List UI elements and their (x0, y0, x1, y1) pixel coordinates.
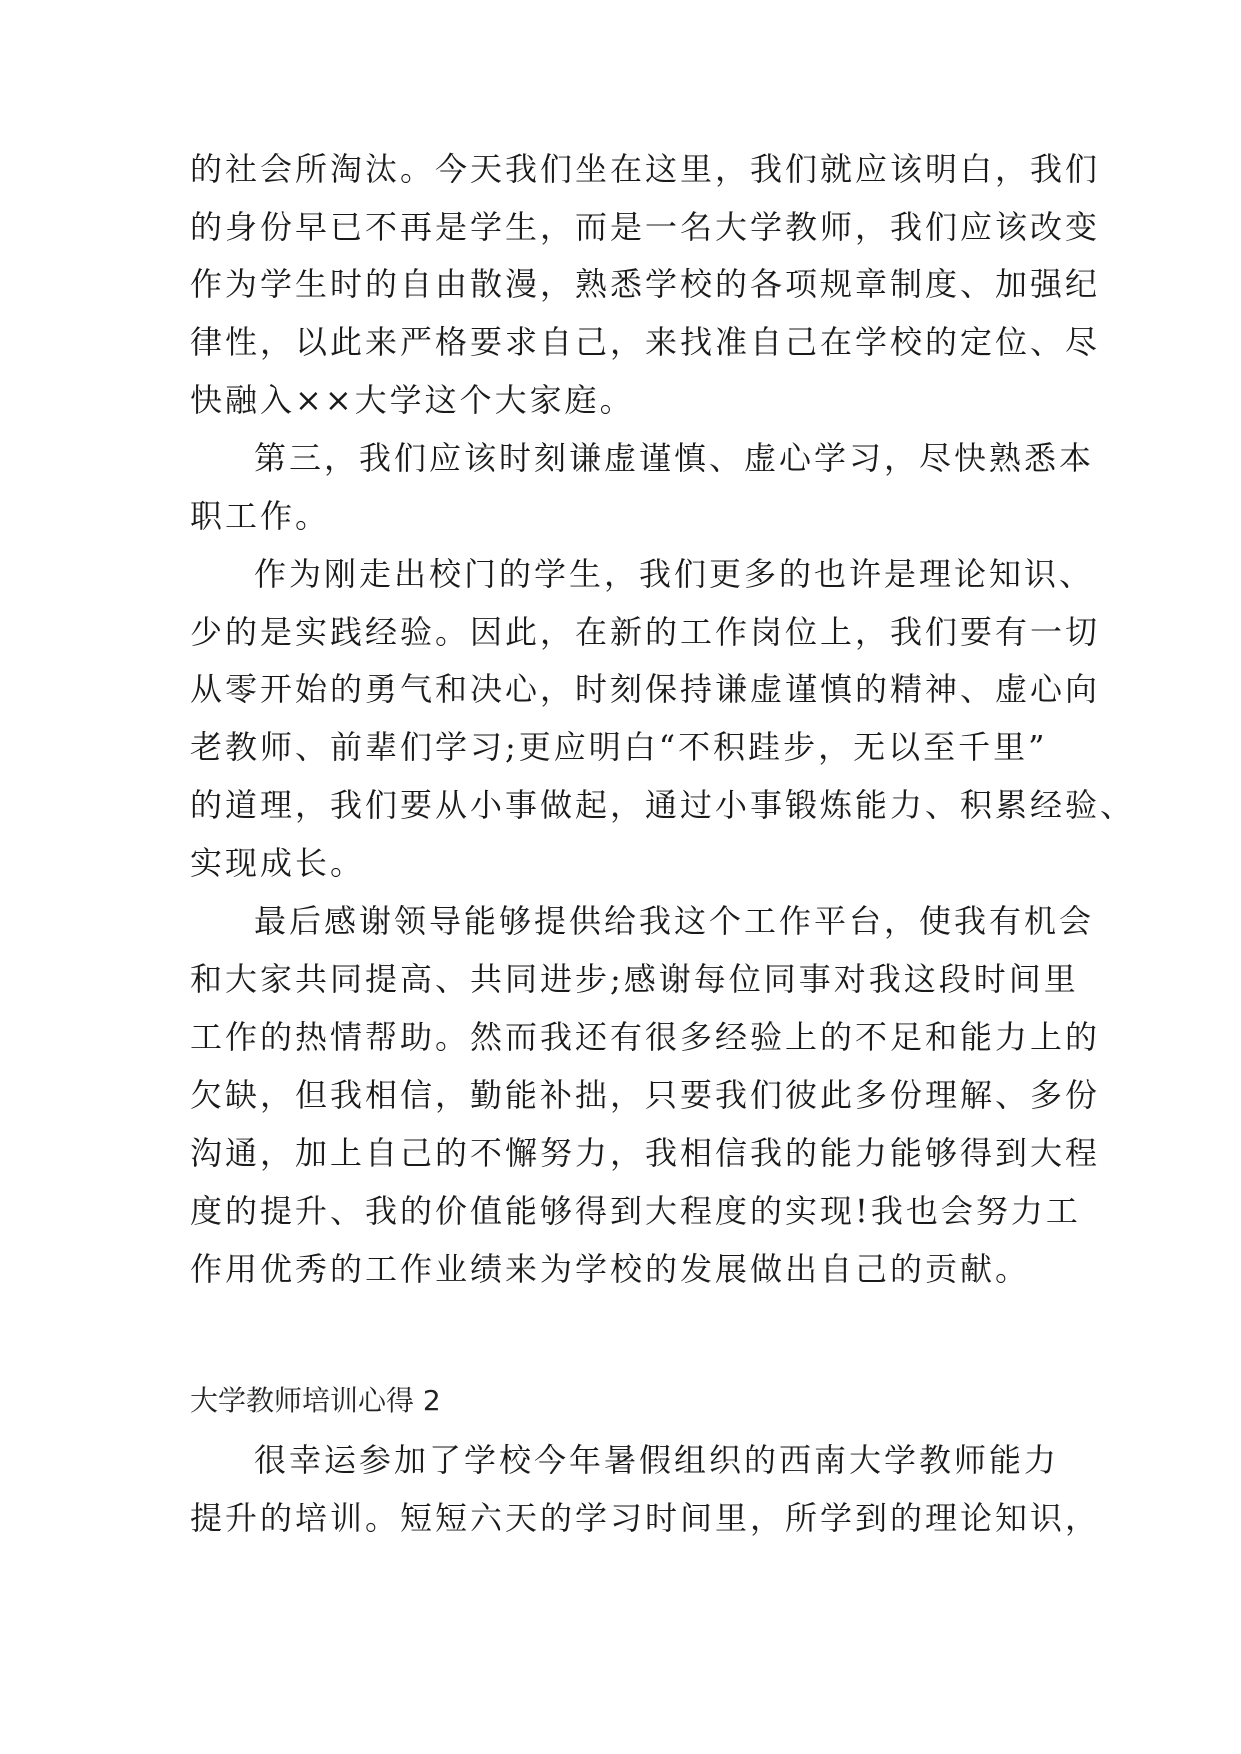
text-line: 的道理，我们要从小事做起，通过小事锻炼能力、积累经验、 (190, 786, 1136, 824)
text-line: 作为刚走出校门的学生，我们更多的也许是理论知识、 (254, 555, 1095, 593)
text-line: 从零开始的勇气和决心，时刻保持谦虚谨慎的精神、虚心向 (190, 670, 1101, 708)
text-line: 快融入××大学这个大家庭。 (190, 381, 635, 419)
text-line: 提升的培训。短短六天的学习时间里，所学到的理论知识， (190, 1499, 1101, 1537)
text-line: 职工作。 (190, 497, 331, 535)
text-line: 的社会所淘汰。今天我们坐在这里，我们就应该明白，我们 (190, 150, 1101, 188)
text-line: 律性，以此来严格要求自己，来找准自己在学校的定位、尽 (190, 323, 1101, 361)
text-line: 沟通，加上自己的不懈努力，我相信我的能力能够得到大程 (190, 1134, 1101, 1172)
text-line: 实现成长。 (190, 844, 366, 882)
text-line: 工作的热情帮助。然而我还有很多经验上的不足和能力上的 (190, 1018, 1101, 1056)
text-line: 最后感谢领导能够提供给我这个工作平台，使我有机会 (254, 902, 1095, 940)
text-line: 和大家共同提高、共同进步;感谢每位同事对我这段时间里 (190, 960, 1079, 998)
text-line: 度的提升、我的价值能够得到大程度的实现!我也会努力工 (190, 1192, 1081, 1230)
text-line: 少的是实践经验。因此，在新的工作岗位上，我们要有一切 (190, 613, 1101, 651)
section-heading: 大学教师培训心得 2 (190, 1384, 441, 1417)
text-line: 的身份早已不再是学生，而是一名大学教师，我们应该改变 (190, 208, 1101, 246)
text-line: 作用优秀的工作业绩来为学校的发展做出自己的贡献。 (190, 1250, 1031, 1288)
text-line: 作为学生时的自由散漫，熟悉学校的各项规章制度、加强纪 (190, 265, 1101, 303)
text-line: 欠缺，但我相信，勤能补拙，只要我们彼此多份理解、多份 (190, 1076, 1101, 1114)
text-line: 老教师、前辈们学习;更应明白“不积跬步，无以至千里” (190, 728, 1048, 766)
text-line: 很幸运参加了学校今年暑假组织的西南大学教师能力 (254, 1441, 1060, 1479)
text-line: 第三，我们应该时刻谦虚谨慎、虚心学习，尽快熟悉本 (254, 439, 1095, 477)
